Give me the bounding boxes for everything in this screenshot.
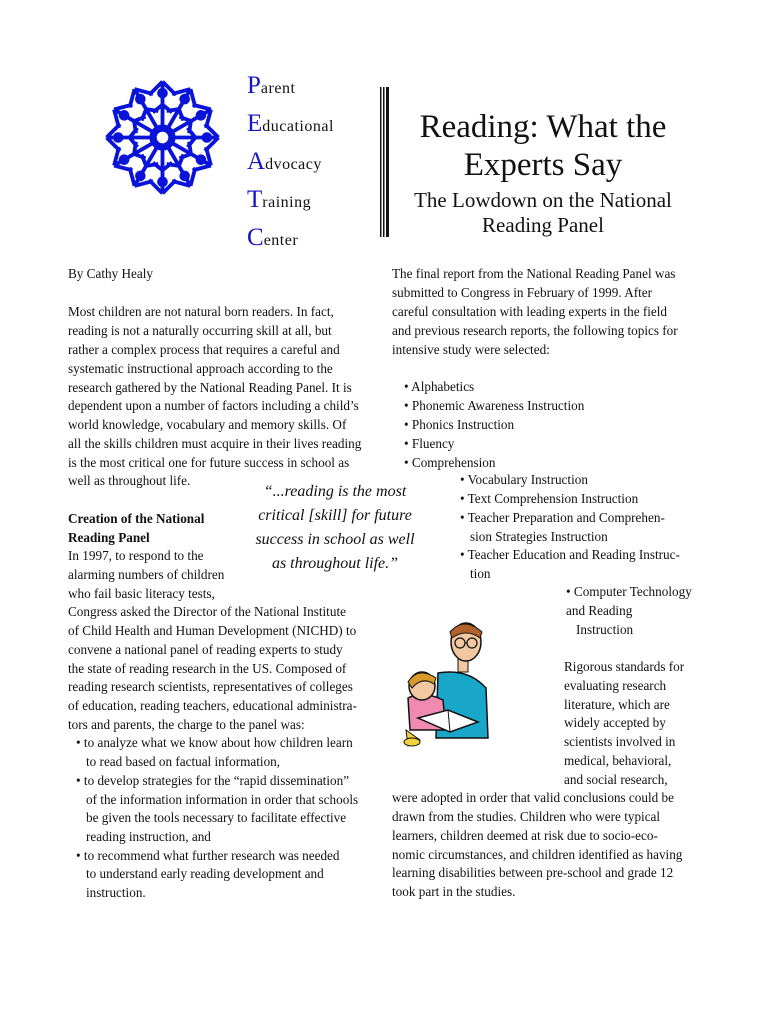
text-line: Reading Panel (482, 213, 604, 237)
text-line: instruction. (86, 885, 146, 900)
text-line: careful consultation with leading experts in the field (392, 304, 668, 319)
text-line: sion Strategies Instruction (470, 529, 608, 544)
text-line: Experts Say (463, 147, 623, 183)
text-line: scientists involved in (564, 734, 676, 749)
text-line: who fail basic literacy tests, (68, 586, 215, 601)
acronym-line-center (247, 224, 298, 252)
text-line: The Lowdown on the National (414, 188, 672, 212)
text-line: • Alphabetics (404, 379, 475, 394)
text-line: Creation of the National (68, 511, 205, 526)
page-subtitle (393, 188, 693, 238)
text-line: and previous research reports, the following topics for (392, 323, 678, 338)
text-line: “...reading is the most (263, 483, 407, 500)
text-line: and Reading (566, 603, 633, 618)
text-line: took part in the studies. (392, 884, 516, 899)
text-line: is the most critical one for future success in school as (68, 455, 350, 470)
text-line: • Text Comprehension Instruction (460, 491, 639, 506)
byline: By Cathy Healy (68, 266, 153, 281)
text-line: T (247, 186, 263, 213)
text-line: • Teacher Education and Reading Instruc- (460, 547, 680, 562)
text-line: • Teacher Preparation and Comprehen- (460, 510, 665, 525)
text-line: systematic instructional approach according to the (68, 361, 333, 376)
acronym-line-training (247, 186, 311, 214)
text-line: be given the tools necessary to facilitate effective (86, 810, 347, 825)
text-line: reading research scientists, representatives of colleges (68, 679, 353, 694)
pull-quote (240, 480, 430, 576)
acronym-line-educational (247, 110, 334, 138)
text-line: drawn from the studies. Children who were typical (392, 809, 661, 824)
text-line: Rigorous standards for (564, 659, 685, 674)
text-line: success in school as well (255, 531, 415, 548)
text-line: • Vocabulary Instruction (460, 472, 588, 487)
peatc-snowflake-logo-icon (95, 70, 230, 205)
text-line: tors and parents, the charge to the panel was: (68, 717, 305, 732)
text-line: • to develop strategies for the “rapid dissemination” (76, 773, 350, 788)
text-line: learners, children deemed at risk due to socio-eco- (392, 828, 658, 843)
text-line: • to analyze what we know about how children learn (76, 735, 353, 750)
text-line: dependent upon a number of factors including a child’s (68, 398, 359, 413)
text-line: alarming numbers of children (68, 567, 225, 582)
text-line: widely accepted by (564, 715, 666, 730)
text-line: In 1997, to respond to the (68, 548, 204, 563)
text-line: were adopted in order that valid conclusions could be (392, 790, 674, 805)
text-line: critical [skill] for future (258, 507, 412, 524)
text-line: well as throughout life. (68, 473, 191, 488)
text-line: of education, reading teachers, educational administra- (68, 698, 357, 713)
text-line: Instruction (576, 622, 634, 637)
acronym-line-advocacy (247, 148, 322, 176)
text-line: rather a complex process that requires a careful and (68, 342, 340, 357)
text-line: all the skills children must acquire in their lives reading (68, 436, 362, 451)
text-line: to read based on factual information, (86, 754, 281, 769)
text-line: • Fluency (404, 436, 455, 451)
text-line: and social research, (564, 772, 668, 787)
text-line: of Child Health and Human Development (NICHD) to (68, 623, 357, 638)
text-line: ducational (262, 118, 334, 135)
text-line: • Computer Technology (566, 584, 692, 599)
text-line: as throughout life.” (271, 555, 399, 572)
title-divider-rules (380, 87, 390, 237)
text-line: enter (263, 232, 299, 249)
text-line: • to recommend what further research was needed (76, 848, 340, 863)
text-line: of the information information in order that schools (86, 792, 359, 807)
text-line: • Phonemic Awareness Instruction (404, 398, 585, 413)
text-line: Congress asked the Director of the National Institute (68, 604, 346, 619)
text-line: the state of reading research in the US. Composed of (68, 661, 347, 676)
text-line: nomic circumstances, and children identified as having (392, 847, 683, 862)
text-line: learning disabilities between pre-school and grade 12 (392, 865, 674, 880)
text-line: raining (262, 194, 312, 211)
text-line: dvocacy (265, 156, 322, 173)
text-line: submitted to Congress in February of 1999. After (392, 285, 653, 300)
text-line: E (247, 110, 263, 137)
text-line: The final report from the National Reading Panel was (392, 266, 676, 281)
text-line: evaluating research (564, 678, 667, 693)
page-title (393, 108, 693, 184)
text-line: tion (470, 566, 491, 581)
text-line: arent (260, 80, 296, 97)
text-line: Reading Panel (68, 530, 150, 545)
text-line: • Comprehension (404, 455, 496, 470)
text-line: to understand early reading development and (86, 866, 324, 881)
text-line: P (247, 72, 261, 99)
text-line: Reading: What the (419, 109, 667, 145)
text-line: reading is not a naturally occurring skill at all, but (68, 323, 332, 338)
text-line: reading instruction, and (86, 829, 211, 844)
text-line: convene a national panel of reading experts to study (68, 642, 343, 657)
text-line: Most children are not natural born readers. In fact, (68, 304, 334, 319)
text-line: research gathered by the National Reading Panel. It is (68, 380, 352, 395)
text-line: intensive study were selected: (392, 342, 550, 357)
acronym-line-parent (247, 72, 295, 100)
text-line: medical, behavioral, (564, 753, 672, 768)
text-line: • Phonics Instruction (404, 417, 515, 432)
parent-reading-clipart (398, 618, 490, 748)
text-line: world knowledge, vocabulary and memory skills. Of (68, 417, 347, 432)
text-line: A (247, 148, 266, 175)
text-line: literature, which are (564, 697, 670, 712)
text-line: C (247, 224, 264, 251)
